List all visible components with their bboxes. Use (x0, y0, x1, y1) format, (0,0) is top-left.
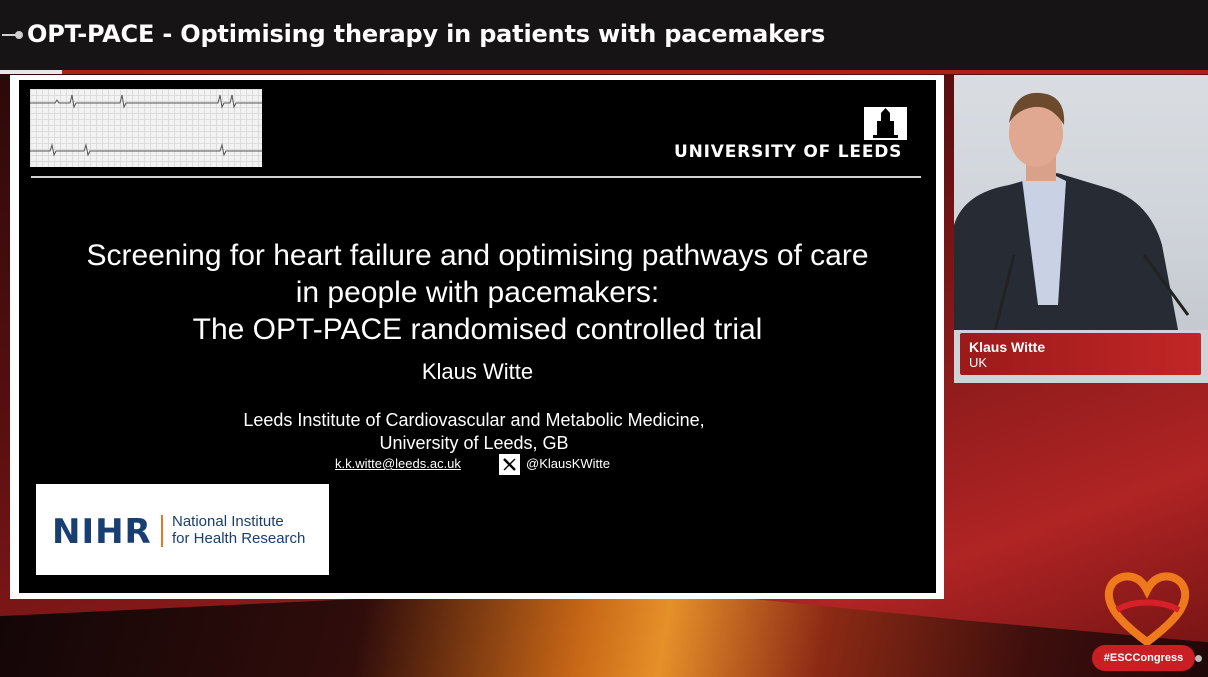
hashtag-badge (1092, 645, 1195, 671)
university-crest-icon (864, 107, 907, 140)
nihr-name-line: National Institute (172, 513, 284, 530)
slide-divider (31, 176, 921, 178)
status-dot (1195, 655, 1202, 662)
slide-title-line: in people with pacemakers: (295, 276, 660, 309)
slide-title-line: Screening for heart failure and optimising pathways of care (86, 239, 869, 272)
header-accent-line (0, 70, 1208, 74)
x-twitter-icon (499, 454, 520, 475)
hashtag-text: #ESCCongress (1103, 652, 1184, 664)
speaker-name: Klaus Witte (969, 339, 1046, 355)
affiliation-line: University of Leeds, GB (379, 433, 569, 453)
esc-heart-logo-icon (1103, 570, 1191, 645)
slide-title-line: The OPT-PACE randomised controlled trial (192, 313, 763, 346)
presentation-slide (19, 80, 936, 593)
author-email-link[interactable]: k.k.witte@leeds.ac.uk (335, 456, 461, 471)
author-social-handle: @KlausKWitte (526, 456, 610, 471)
affiliation-line: Leeds Institute of Cardiovascular and Metabolic Medicine, (243, 410, 705, 430)
nihr-name-line: for Health Research (172, 530, 306, 547)
speaker-country: UK (969, 355, 988, 370)
speaker-lower-third (960, 333, 1201, 375)
ecg-strip-image (30, 89, 262, 167)
header-marker-icon (2, 31, 22, 39)
nihr-logo (36, 484, 329, 575)
nihr-mark: NIHR (52, 512, 152, 552)
university-name: UNIVERSITY OF LEEDS (674, 142, 903, 162)
slide-title (19, 237, 936, 348)
nihr-separator (161, 515, 163, 547)
nihr-name (172, 513, 305, 547)
session-title: OPT-PACE - Optimising therapy in patients with pacemakers (27, 20, 826, 48)
slide-author: Klaus Witte (421, 359, 534, 384)
header-bar (0, 0, 1208, 70)
slide-affiliation (19, 409, 929, 455)
